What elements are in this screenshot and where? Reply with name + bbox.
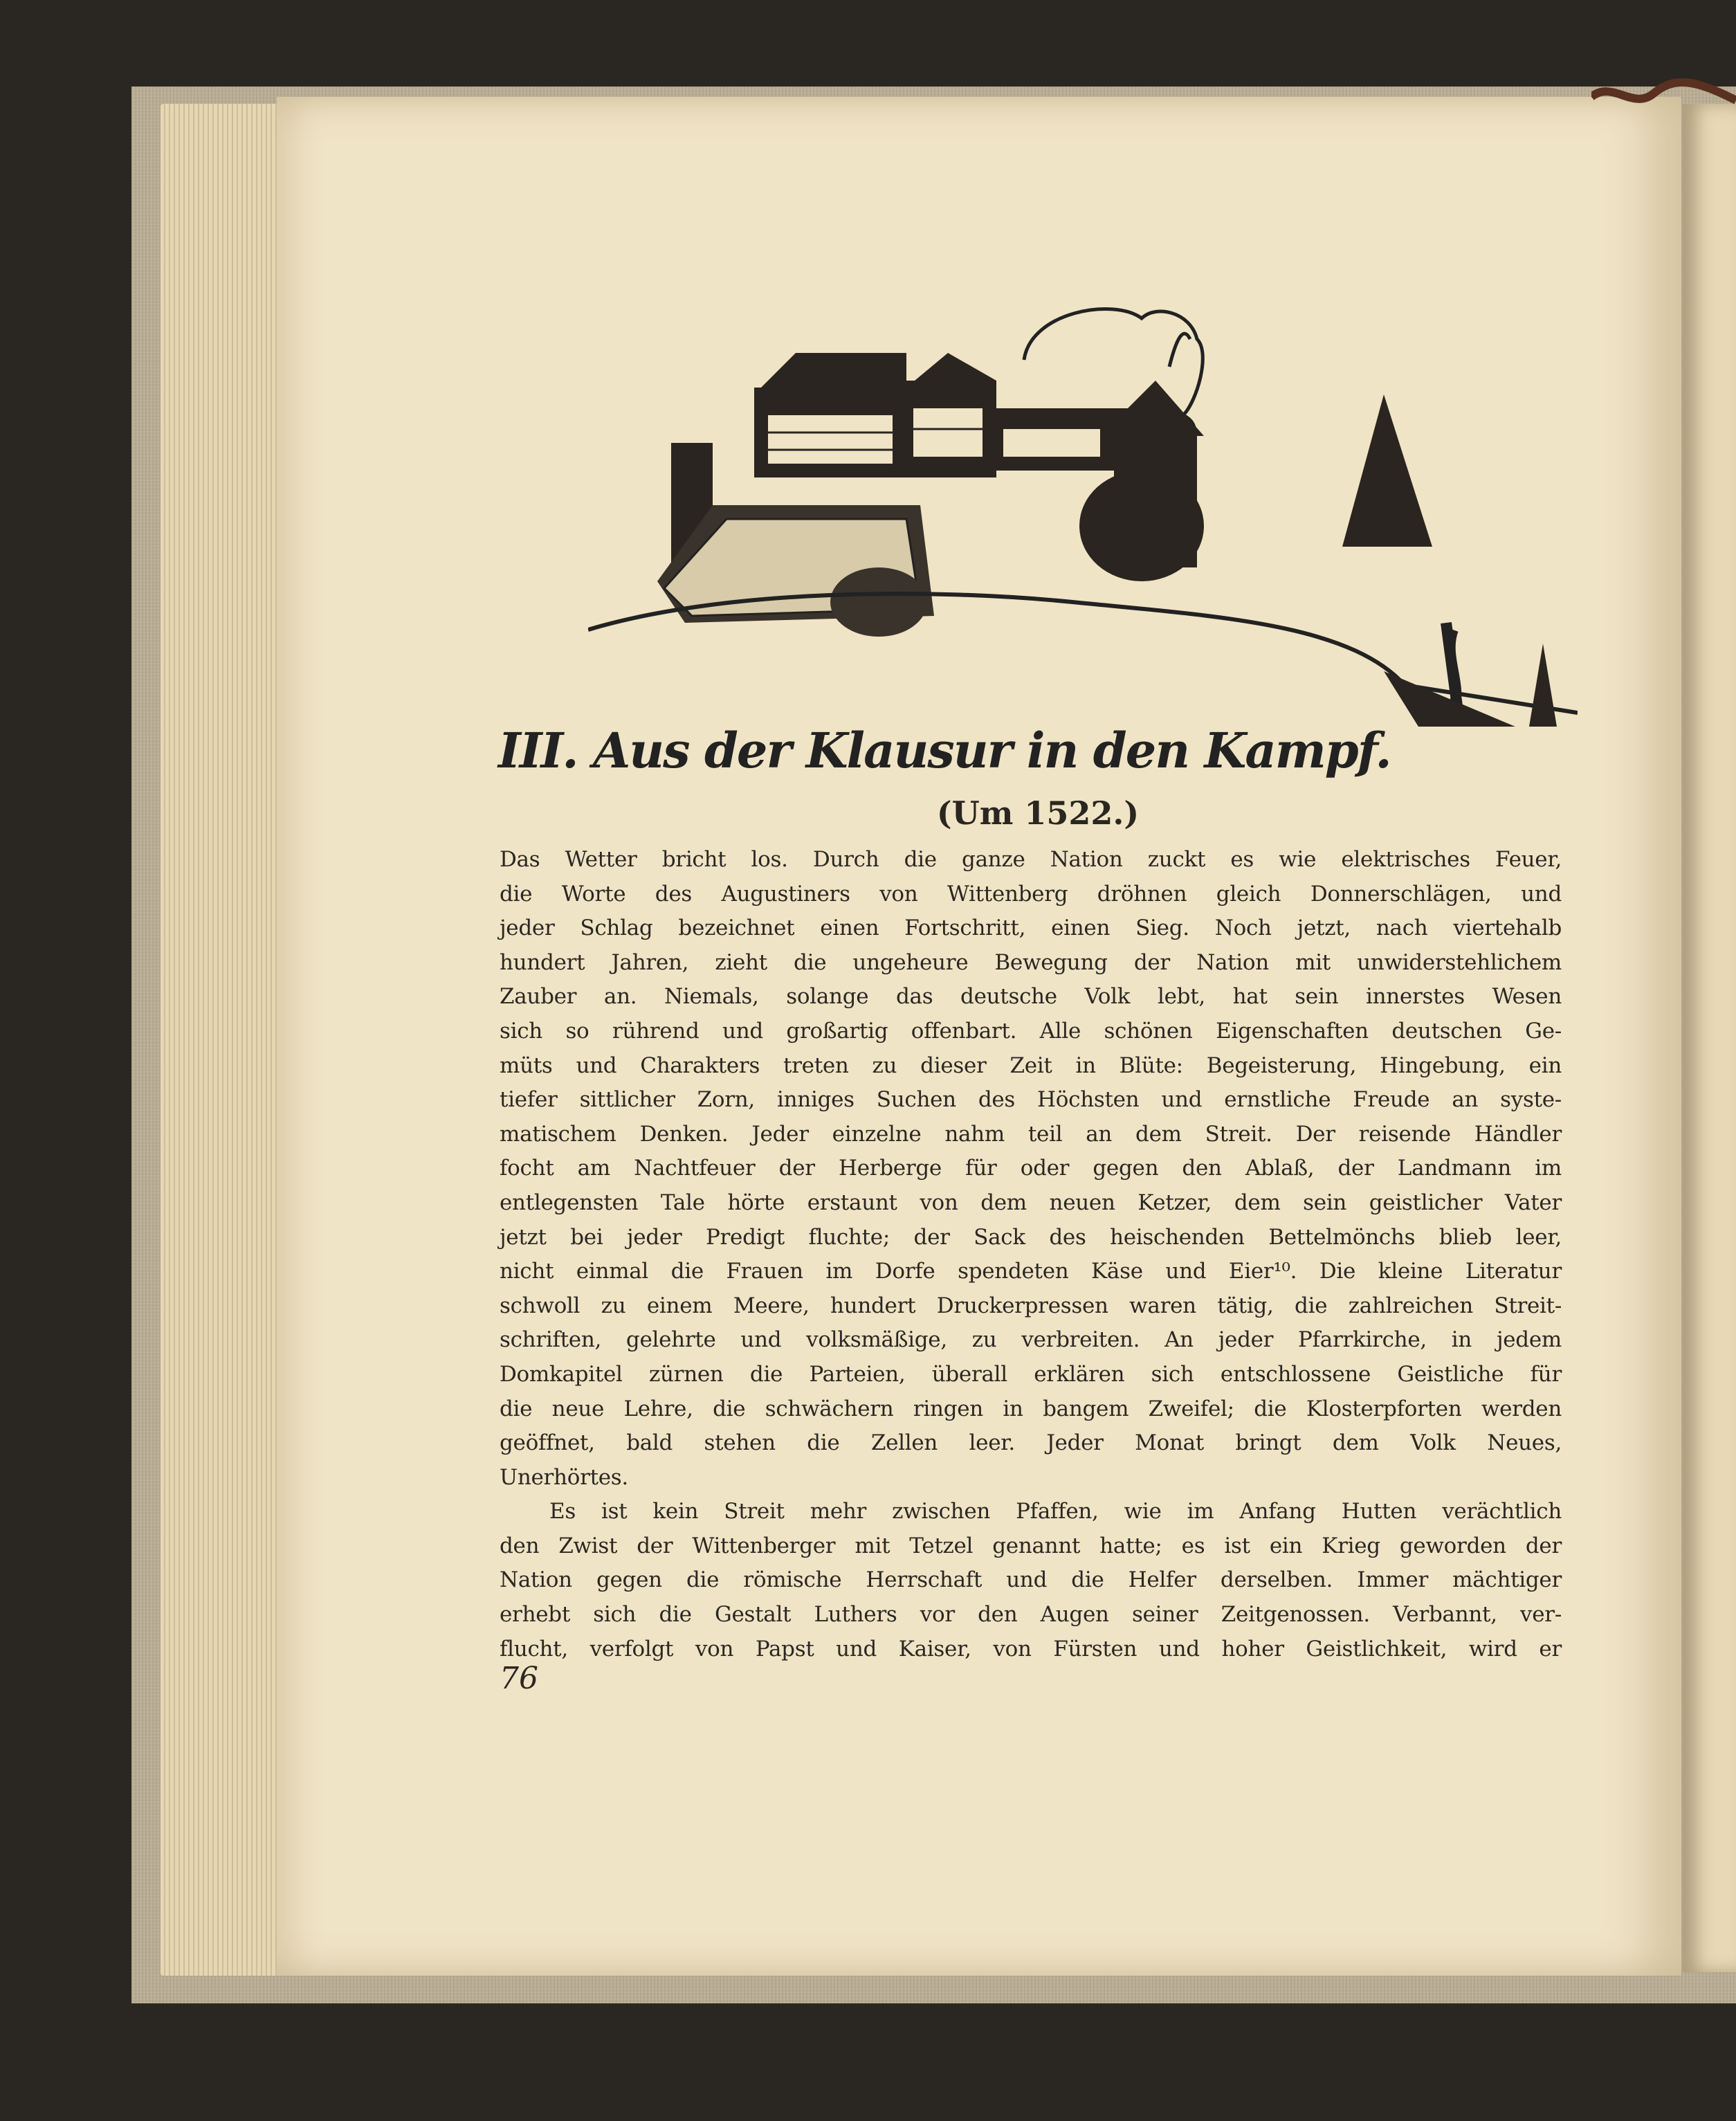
text-line: den Zwist der Wittenberger mit Tetzel genannt hatte; es ist ein Krieg geworden der <box>500 1533 1562 1558</box>
text-line: Zauber an. Niemals, solange das deutsche Volk lebt, hat sein innerstes Wesen <box>500 984 1562 1010</box>
text-line: Es ist kein Streit mehr zwischen Pfaffen, wie im Anfang Hutten verächtlich <box>549 1499 1562 1524</box>
text-line: Das Wetter bricht los. Durch die ganze Nation zuckt es wie elektrisches Feuer, <box>500 847 1562 872</box>
text-line: Unerhörtes. <box>500 1464 628 1490</box>
text-line: geöffnet, bald stehen die Zellen leer. Jeder Monat bringt dem Volk Neues, <box>500 1430 1562 1456</box>
text-line: matischem Denken. Jeder einzelne nahm teil an dem Streit. Der reisende Händler <box>500 1121 1562 1147</box>
page-edges <box>161 104 278 1976</box>
text-line: tiefer sittlicher Zorn, inniges Suchen des Höchsten und ernstliche Freude an syste- <box>500 1087 1562 1113</box>
text-line: schriften, gelehrte und volksmäßige, zu verbreiten. An jeder Pfarrkirche, in jedem <box>500 1327 1562 1353</box>
text-line: die neue Lehre, die schwächern ringen in bangem Zweifel; die Klosterpforten werden <box>500 1396 1562 1421</box>
chapter-title: III. Aus der Klausur in den Kampf. <box>498 722 1391 779</box>
castle-illustration <box>588 298 1578 727</box>
facing-page <box>1683 104 1736 1972</box>
chapter-subtitle: (Um 1522.) <box>936 794 1140 832</box>
text-line: nicht einmal die Frauen im Dorfe spendeten Käse und Eier¹⁰. Die kleine Literatur <box>500 1259 1562 1284</box>
text-line: hundert Jahren, zieht die ungeheure Bewegung der Nation mit unwiderstehlichem <box>500 949 1562 975</box>
text-line: entlegensten Tale hörte erstaunt von dem neuen Ketzer, dem sein geistlicher Vater <box>500 1190 1562 1215</box>
text-line: focht am Nachtfeuer der Herberge für oder gegen den Ablaß, der Landmann im <box>500 1156 1562 1181</box>
text-line: erhebt sich die Gestalt Luthers vor den Augen seiner Zeitgenossen. Verbannt, ver- <box>500 1602 1562 1628</box>
text-line: schwoll zu einem Meere, hundert Druckerpressen waren tätig, die zahlreichen Streit- <box>500 1293 1562 1318</box>
text-line: Nation gegen die römische Herrschaft und die Helfer derselben. Immer mächtiger <box>500 1567 1562 1593</box>
text-line: jeder Schlag bezeichnet einen Fortschritt, einen Sieg. Noch jetzt, nach viertehalb <box>500 916 1562 941</box>
body-text <box>500 843 1562 1666</box>
text-line: sich so rührend und großartig offenbart. Alle schönen Eigenschaften deutschen Ge- <box>500 1018 1562 1044</box>
text-line: Domkapitel zürnen die Parteien, überall erklären sich entschlossene Geistliche für <box>500 1361 1562 1387</box>
text-line: jetzt bei jeder Predigt fluchte; der Sack des heischenden Bettelmönchs blieb leer, <box>500 1224 1562 1250</box>
bookmark-ribbon <box>1591 76 1736 118</box>
text-line: flucht, verfolgt von Papst und Kaiser, von Fürsten und hoher Geistlichkeit, wird er <box>500 1636 1562 1662</box>
text-line: die Worte des Augustiners von Wittenberg dröhnen gleich Donnerschlägen, und <box>500 881 1562 907</box>
page-number: 76 <box>500 1661 538 1696</box>
text-line: müts und Charakters treten zu dieser Zeit in Blüte: Begeisterung, Hingebung, ein <box>500 1053 1562 1078</box>
